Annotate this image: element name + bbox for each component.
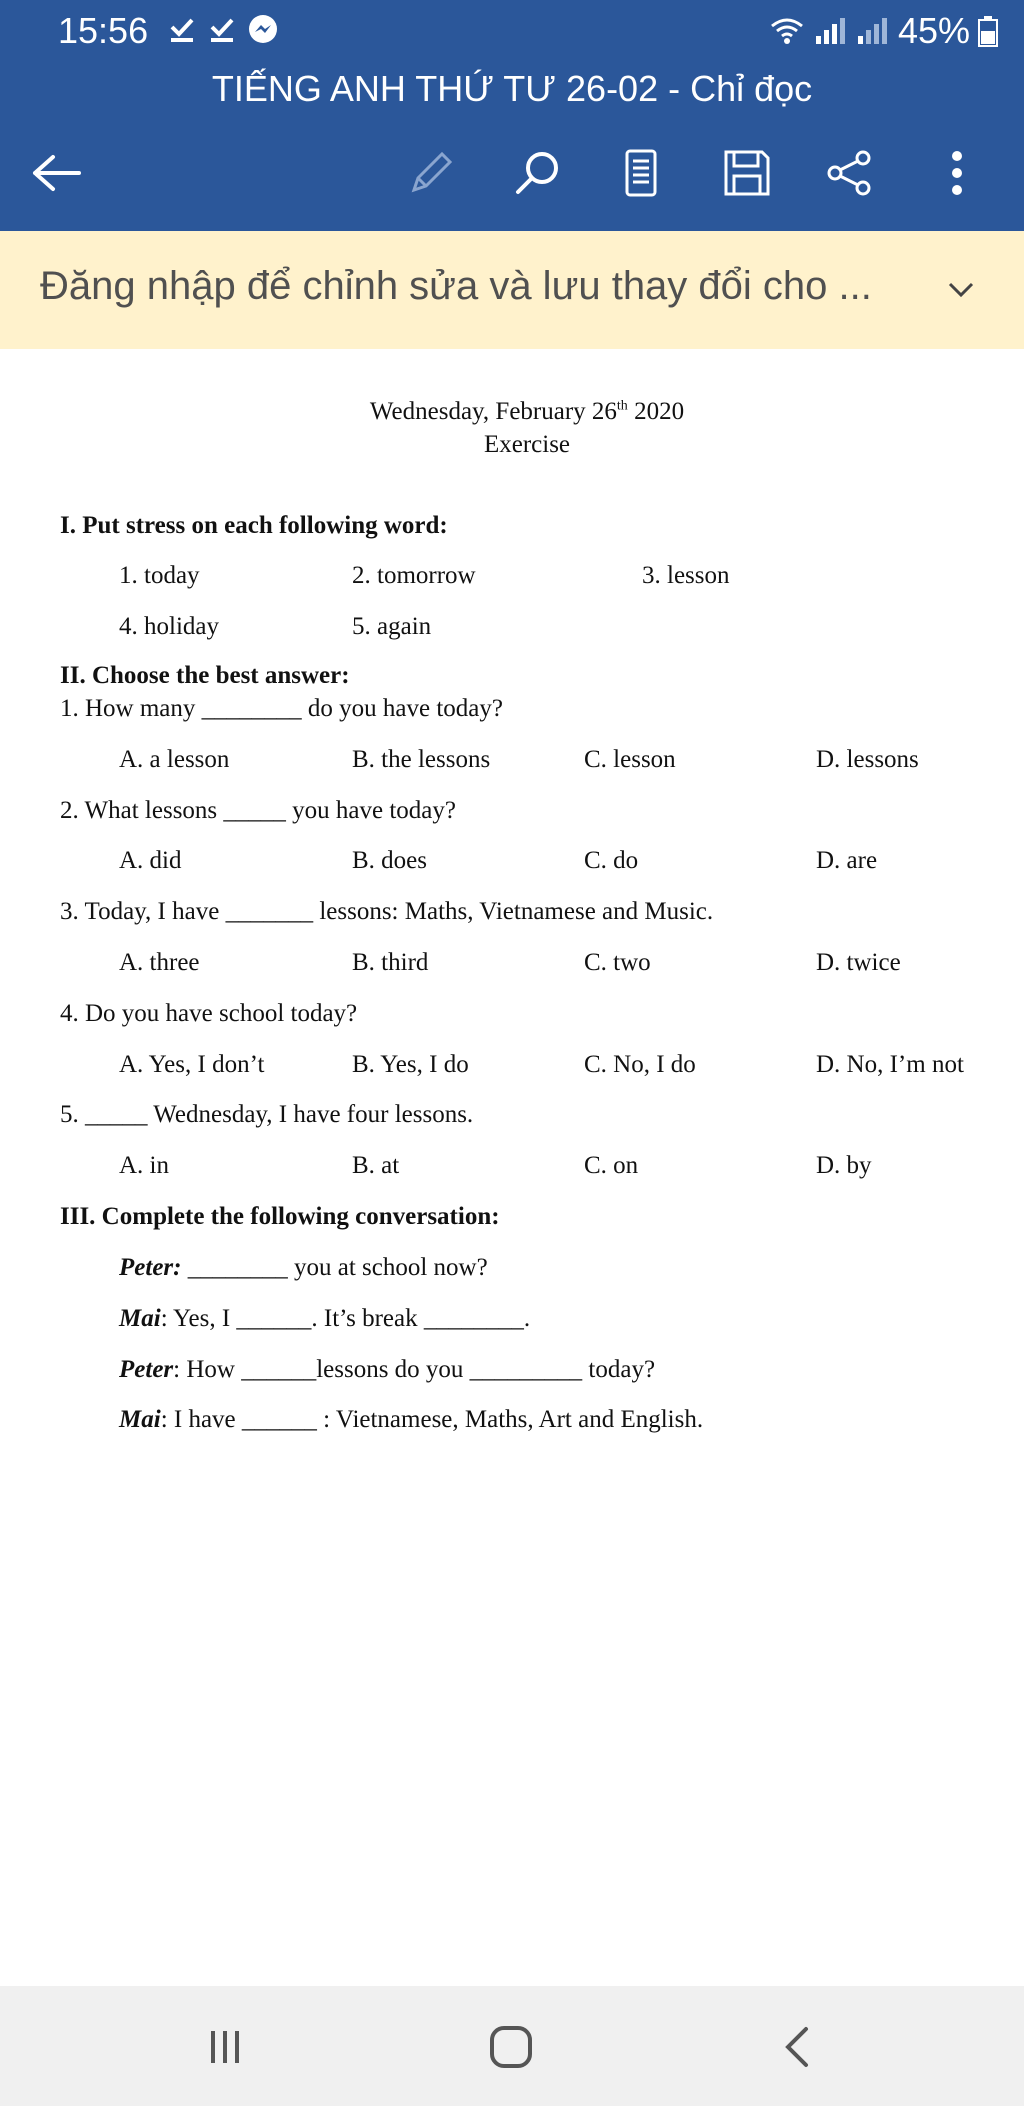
download-done-icon <box>168 15 196 43</box>
line-text: : How ______lessons do you _________ today? <box>173 1356 656 1383</box>
nav-back-button[interactable] <box>762 2012 832 2082</box>
answer-option: D. by <box>816 1152 872 1179</box>
status-bar <box>0 0 1024 60</box>
banner-expand-button[interactable] <box>936 265 986 315</box>
line-text: : Yes, I ______. It’s break ________. <box>160 1305 531 1332</box>
answer-option: B. the lessons <box>352 746 491 773</box>
mobile-view-button[interactable] <box>606 138 676 208</box>
battery-level: 45% <box>897 10 970 51</box>
date-text: Wednesday, February 26 <box>369 398 617 425</box>
answer-option: D. No, I’m not <box>816 1051 964 1078</box>
more-options-button[interactable] <box>922 138 992 208</box>
question: 1. How many ________ do you have today? <box>60 695 503 722</box>
answer-option: A. Yes, I don’t <box>119 1051 265 1078</box>
answer-option: D. twice <box>816 949 901 976</box>
system-icons <box>768 10 998 52</box>
document-title: TIẾNG ANH THỨ TƯ 26-02 - Chỉ đọc <box>211 68 813 109</box>
sign-in-banner[interactable] <box>0 231 1024 350</box>
answer-option: D. are <box>816 847 878 874</box>
system-navigation-bar <box>0 1986 1024 2106</box>
line-text: ________ you at school now? <box>181 1254 488 1281</box>
document-page <box>0 349 1024 1986</box>
speaker-name: Mai <box>119 1305 161 1332</box>
stress-word: 4. holiday <box>119 613 219 640</box>
signal-icon <box>856 16 890 46</box>
save-button[interactable] <box>712 138 782 208</box>
wifi-icon <box>768 16 806 46</box>
notification-icons <box>168 14 278 44</box>
section-1-heading: I. Put stress on each following word: <box>60 512 448 539</box>
answer-option: B. third <box>352 949 429 976</box>
share-button[interactable] <box>815 138 885 208</box>
answer-option: B. does <box>352 847 427 874</box>
status-time: 15:56 <box>58 10 149 51</box>
stress-word: 5. again <box>352 613 432 640</box>
question: 3. Today, I have _______ lessons: Maths, Vietnamese and Music. <box>60 898 714 925</box>
answer-option: C. lesson <box>584 746 676 773</box>
answer-option: D. lessons <box>816 746 919 773</box>
answer-option: B. at <box>352 1152 400 1179</box>
answer-option: B. Yes, I do <box>352 1051 469 1078</box>
mobile-view-icon <box>621 148 661 198</box>
answer-option: C. No, I do <box>584 1051 696 1078</box>
date-year: 2020 <box>627 398 685 425</box>
answer-option: C. two <box>584 949 651 976</box>
chevron-down-icon <box>947 281 975 299</box>
question: 2. What lessons _____ you have today? <box>60 797 456 824</box>
answer-option: A. three <box>119 949 200 976</box>
stress-word: 1. today <box>119 562 200 589</box>
share-icon <box>825 148 875 198</box>
download-done-icon <box>208 15 236 43</box>
save-icon <box>722 148 772 198</box>
conversation-line <box>119 1406 703 1434</box>
answer-option: A. a lesson <box>119 746 230 773</box>
battery-icon <box>978 15 998 47</box>
toolbar <box>0 138 1024 208</box>
speaker-name: Peter: <box>119 1254 182 1281</box>
question: 5. _____ Wednesday, I have four lessons. <box>60 1101 474 1128</box>
conversation-line <box>119 1254 488 1282</box>
banner-text: Đăng nhập để chỉnh sửa và lưu thay đổi cho ... <box>40 264 872 308</box>
speaker-name: Mai <box>119 1406 161 1433</box>
section-3-heading: III. Complete the following conversation: <box>60 1203 500 1230</box>
date-ordinal: th <box>616 398 628 414</box>
app-header <box>0 0 1024 231</box>
doc-date <box>0 398 1024 426</box>
home-icon <box>489 2025 533 2069</box>
home-button[interactable] <box>476 2012 546 2082</box>
stress-word: 3. lesson <box>642 562 730 589</box>
conversation-line <box>119 1305 530 1333</box>
line-text: : I have ______ : Vietnamese, Maths, Art and English. <box>160 1406 704 1433</box>
answer-option: A. in <box>119 1152 169 1179</box>
back-button[interactable] <box>22 138 92 208</box>
answer-option: C. do <box>584 847 639 874</box>
answer-option: A. did <box>119 847 182 874</box>
answer-option: C. on <box>584 1152 639 1179</box>
messenger-icon <box>248 14 278 44</box>
back-arrow-icon <box>31 153 83 193</box>
speaker-name: Peter <box>119 1356 174 1383</box>
question: 4. Do you have school today? <box>60 1000 358 1027</box>
pencil-icon <box>406 148 456 198</box>
stress-word: 2. tomorrow <box>352 562 476 589</box>
section-2-heading: II. Choose the best answer: <box>60 662 350 689</box>
doc-subtitle: Exercise <box>483 431 571 458</box>
search-icon <box>512 148 562 198</box>
conversation-line <box>119 1356 655 1384</box>
signal-icon <box>814 16 848 46</box>
edit-button[interactable] <box>396 138 466 208</box>
back-chevron-icon <box>782 2025 812 2069</box>
search-button[interactable] <box>502 138 572 208</box>
recent-apps-icon <box>205 2027 245 2067</box>
more-vertical-icon <box>947 148 967 198</box>
recent-apps-button[interactable] <box>190 2012 260 2082</box>
